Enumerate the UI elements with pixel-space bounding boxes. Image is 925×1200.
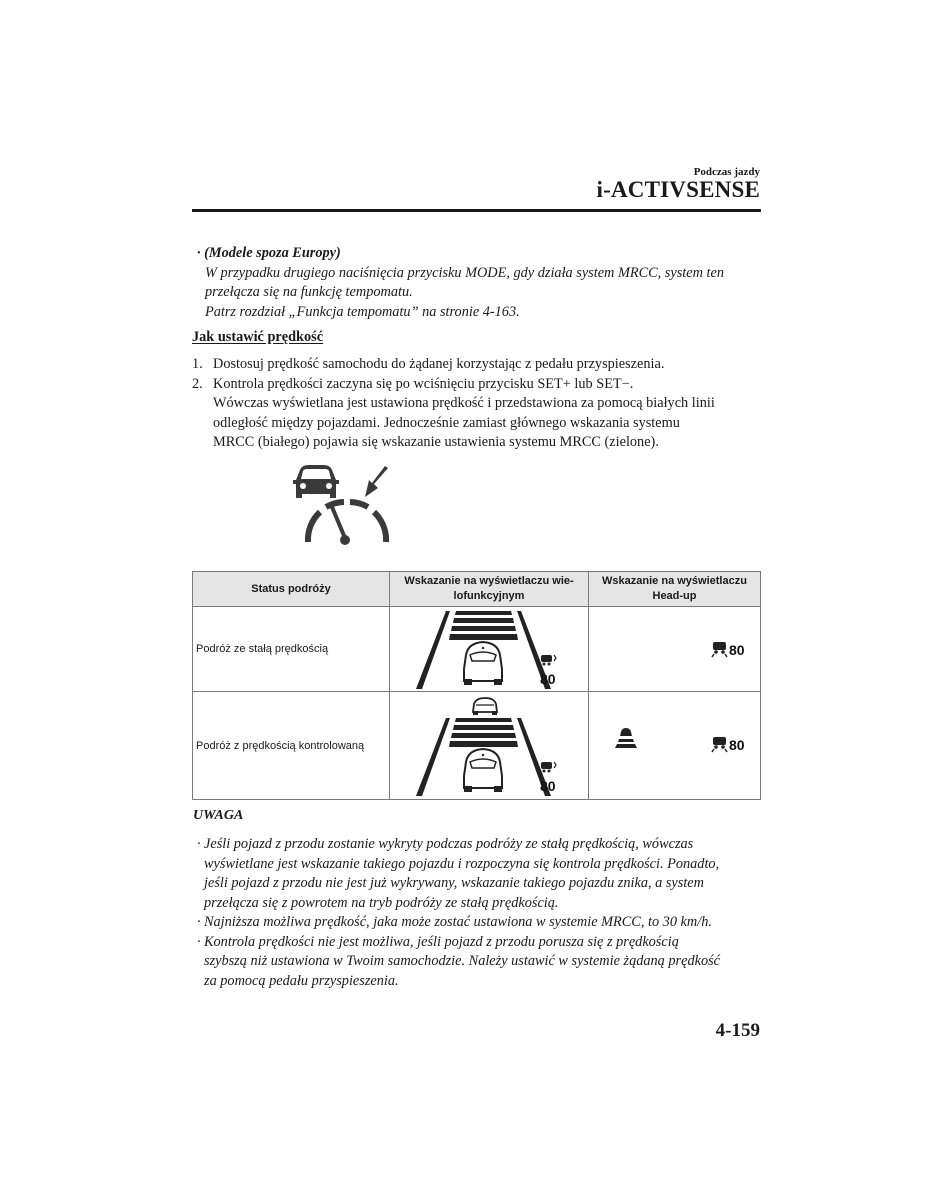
vehicle-ahead-hud-icon	[615, 728, 637, 748]
status-cell: Podróż z prędkością kontrolowaną	[193, 692, 390, 800]
hud-cell	[589, 607, 761, 692]
column-header-line: lofunkcyjnym	[453, 590, 525, 602]
mid-display-cell	[390, 692, 589, 800]
note-line: przełącza się na funkcję tempomatu.	[205, 284, 413, 300]
own-car-icon	[464, 749, 502, 792]
step-text: MRCC (białego) pojawia się wskazanie ustawienia systemu MRCC (zielone).	[213, 434, 659, 450]
bullet-dot: ·	[197, 914, 201, 930]
step-text: Wówczas wyświetlana jest ustawiona prędkość i przedstawiona za pomocą białych linii	[213, 395, 715, 411]
note-title: (Modele spoza Europy)	[204, 245, 341, 261]
mrcc-set-indicator-icon	[290, 462, 395, 550]
page-number: 4-159	[715, 1020, 760, 1041]
mid-speed-readout: 80	[540, 671, 556, 687]
status-cell: Podróż ze stałą prędkością	[193, 607, 390, 692]
header-divider	[192, 209, 761, 212]
step-number: 2.	[192, 375, 203, 392]
uwaga-item	[197, 913, 762, 933]
mid-speed-readout: 80	[540, 778, 556, 794]
non-europe-note	[197, 244, 762, 322]
step-text: Kontrola prędkości zaczyna się po wciśnięciu przycisku SET+ lub SET−.	[213, 375, 634, 392]
vehicle-ahead-icon	[473, 698, 497, 715]
status-table	[192, 571, 761, 800]
uwaga-heading: UWAGA	[193, 808, 244, 823]
own-car-icon	[464, 642, 502, 685]
step-text: odległość między pojazdami. Jednocześnie zamiast głównego wskazania systemu	[213, 414, 680, 431]
chapter-title: i-ACTIVSENSE	[596, 177, 760, 202]
vehicle-ahead-small-icon	[541, 655, 556, 666]
step-text: Dostosuj prędkość samochodu do żądanej korzystając z pedału przyspieszenia.	[213, 356, 665, 372]
vehicle-ahead-small-icon	[541, 762, 556, 773]
column-header-line: Wskazanie na wyświetlaczu	[602, 575, 747, 587]
mrcc-indicator-icon	[712, 737, 727, 752]
hud-image	[589, 692, 779, 799]
uwaga-item	[197, 933, 762, 992]
column-header	[589, 572, 761, 607]
step-item	[192, 355, 762, 375]
column-header: Status podróży	[193, 572, 390, 607]
step-item	[192, 375, 762, 453]
bullet-dot: ·	[197, 836, 201, 852]
column-header	[390, 572, 589, 607]
uwaga-line: przełącza się z powrotem na tryb podróży ze stałą prędkością.	[204, 894, 559, 911]
uwaga-line: Kontrola prędkości nie jest możliwa, jeśli pojazd z przodu porusza się z prędkością	[204, 933, 679, 950]
hud-cell	[589, 692, 761, 800]
uwaga-line: za pomocą pedału przyspieszenia.	[204, 972, 399, 989]
note-bullet: ·	[197, 245, 201, 261]
bullet-dot: ·	[197, 933, 201, 950]
section-label: Podczas jazdy	[693, 166, 760, 178]
note-line: W przypadku drugiego naciśnięcia przycisku MODE, gdy działa system MRCC, system ten	[205, 264, 724, 281]
table-row	[193, 692, 761, 800]
hud-speed-readout: 80	[729, 642, 745, 658]
steps-list	[192, 355, 762, 453]
uwaga-line: Jeśli pojazd z przodu zostanie wykryty podczas podróży ze stałą prędkością, wówczas	[204, 836, 694, 852]
mid-display-image	[390, 692, 580, 799]
step-number: 1.	[192, 356, 203, 372]
uwaga-line: szybszą niż ustawiona w Twoim samochodzie. Należy ustawić w systemie żądaną prędkość	[204, 953, 721, 969]
column-header-line: Wskazanie na wyświetlaczu wie-	[404, 575, 574, 587]
mrcc-indicator-icon	[712, 642, 727, 657]
uwaga-item	[197, 835, 762, 913]
howto-heading: Jak ustawić prędkość	[192, 329, 324, 345]
table-header-row	[193, 572, 761, 607]
hud-image	[589, 607, 779, 691]
table-row	[193, 607, 761, 692]
uwaga-list	[197, 835, 762, 991]
mid-display-cell	[390, 607, 589, 692]
hud-speed-readout: 80	[729, 737, 745, 753]
column-header-line: Head-up	[652, 590, 697, 602]
note-line: Patrz rozdział „Funkcja tempomatu” na stronie 4-163.	[205, 303, 520, 320]
uwaga-line: wyświetlane jest wskazanie takiego pojazdu i rozpoczyna się kontrola prędkości. Ponadto,	[204, 855, 720, 872]
uwaga-line: jeśli pojazd z przodu nie jest już wykrywany, wskazanie takiego pojazdu znika, a system	[204, 875, 704, 891]
uwaga-line: Najniższa możliwa prędkość, jaka może zostać ustawiona w systemie MRCC, to 30 km/h.	[204, 914, 712, 930]
mid-display-image	[390, 607, 580, 691]
